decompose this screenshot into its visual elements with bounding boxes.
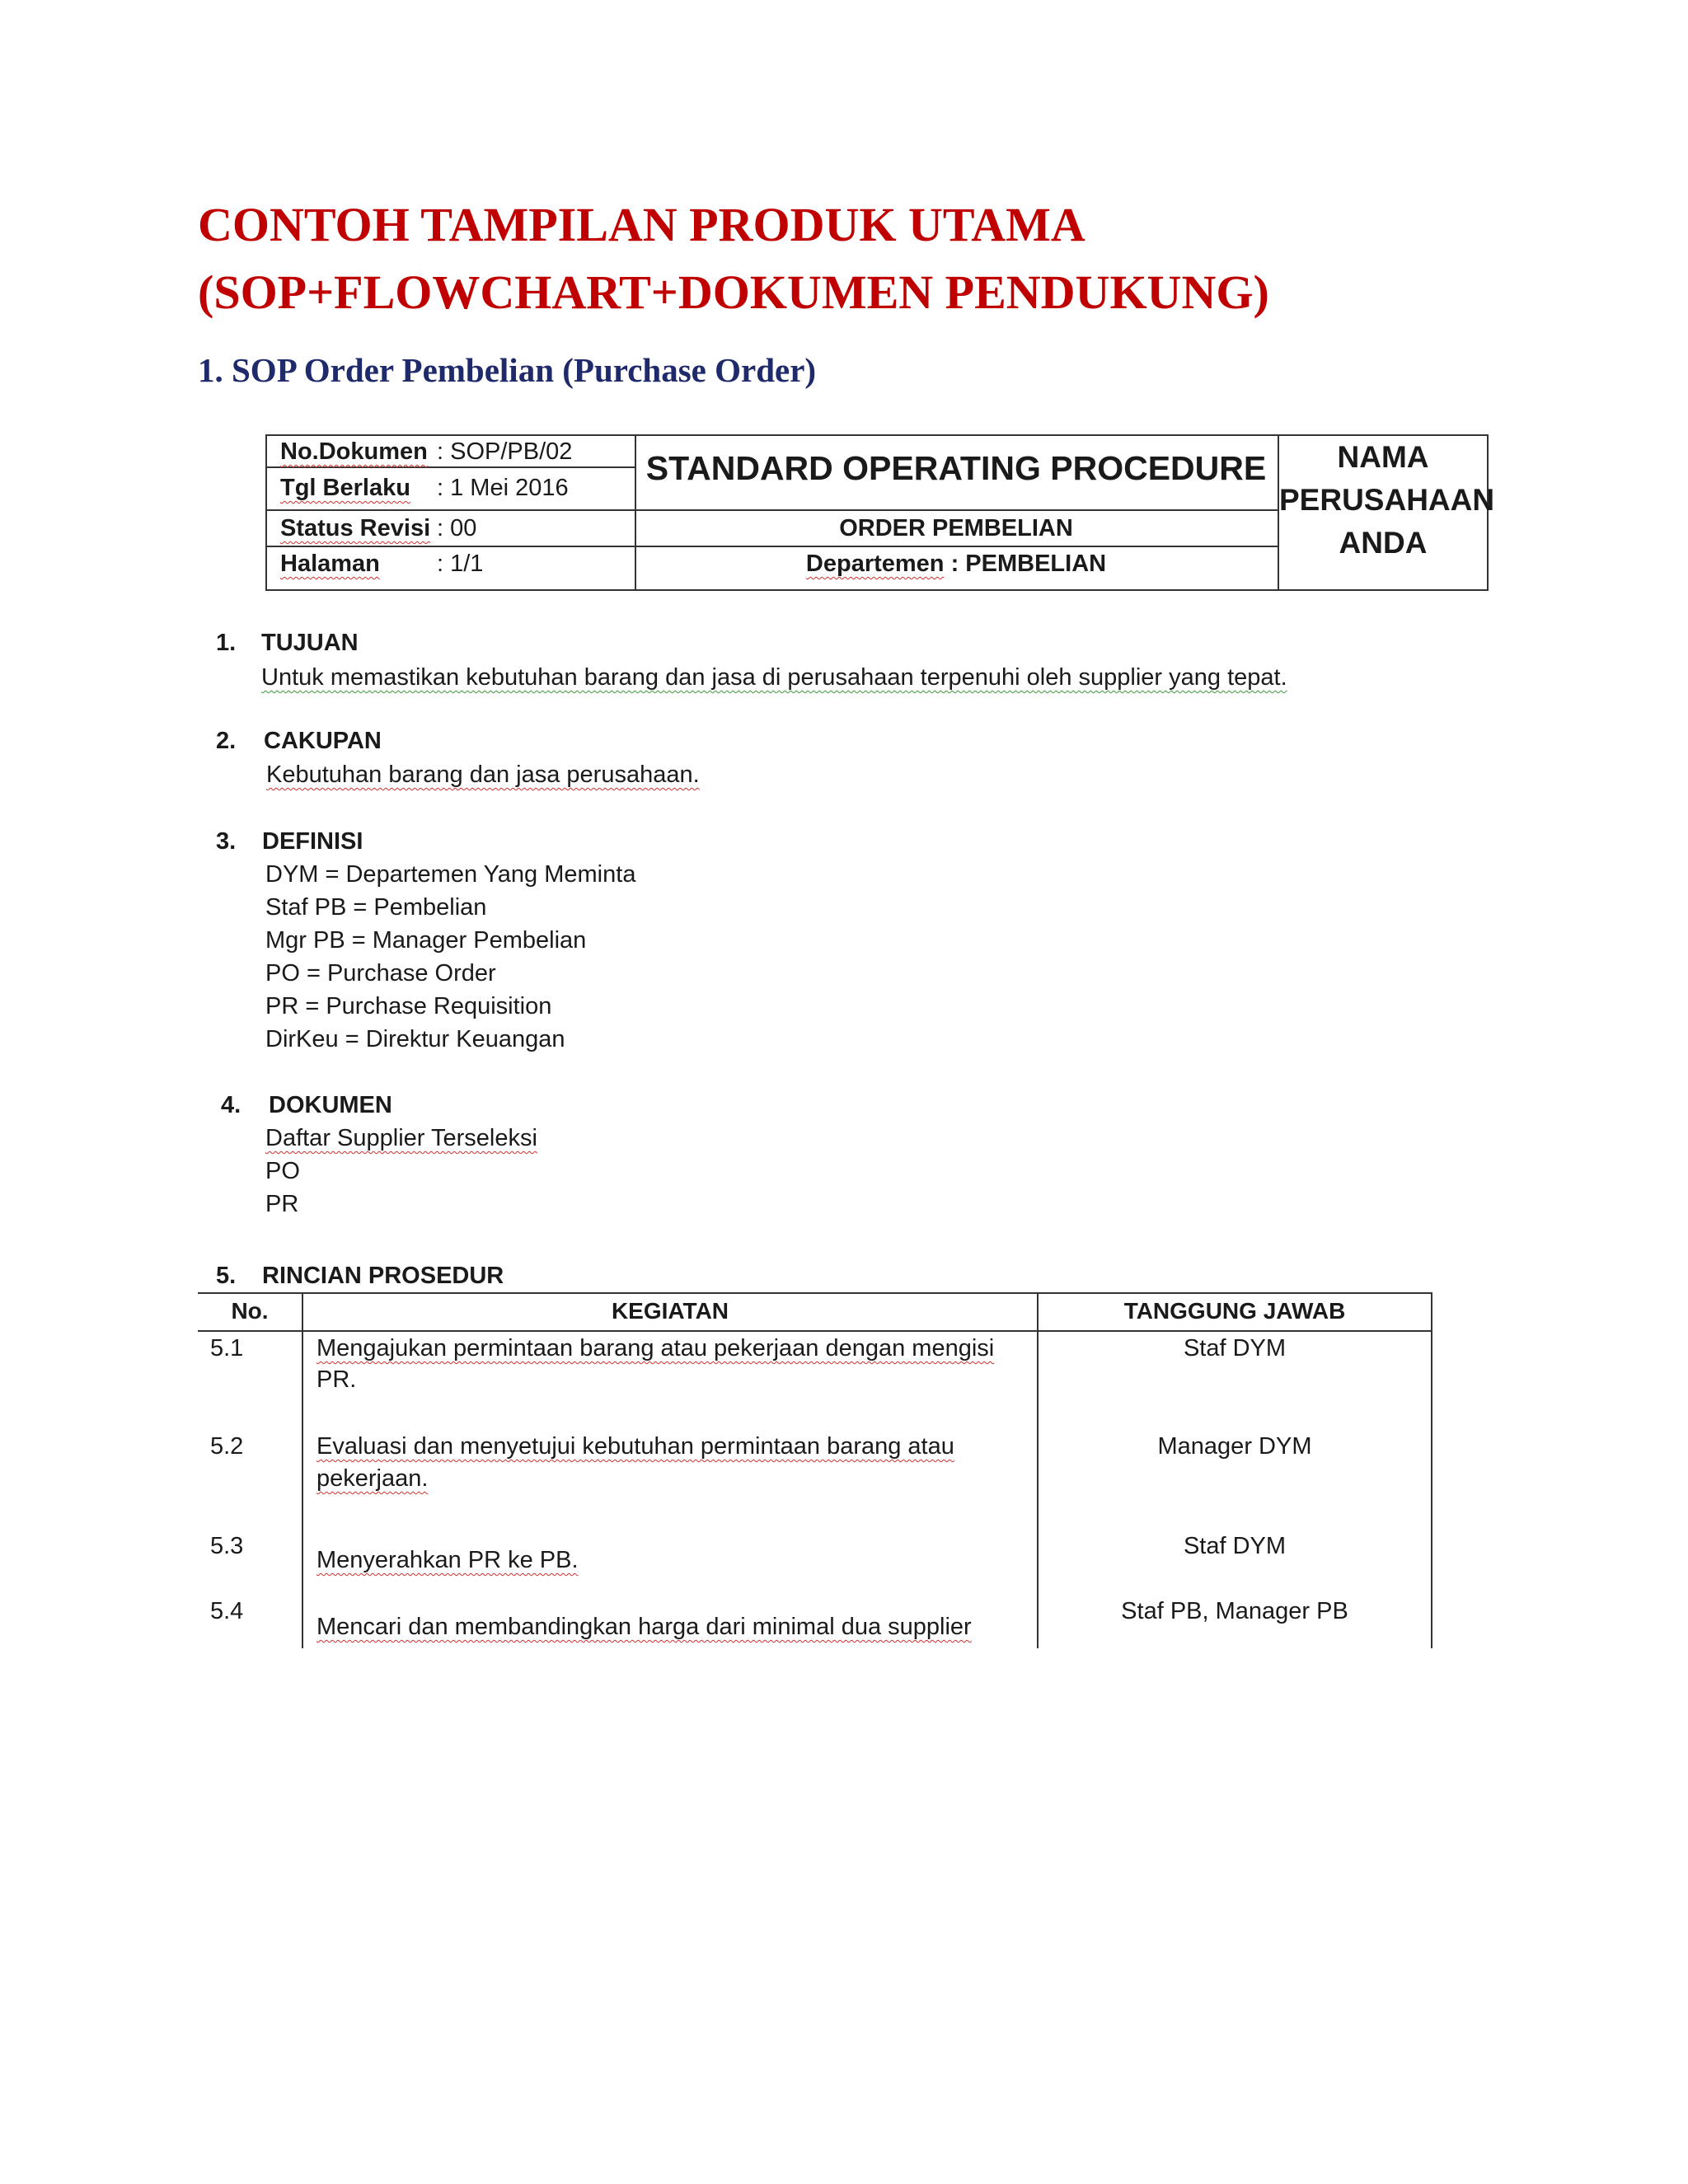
definition-item: DirKeu = Direktur Keuangan [265, 1026, 565, 1052]
title-line-1: CONTOH TAMPILAN PRODUK UTAMA [198, 198, 1085, 251]
section-3-number: 3. [216, 828, 237, 855]
section-4-title: DOKUMEN [269, 1092, 392, 1118]
status-revisi-value: : 00 [437, 515, 477, 541]
sop-title-cell [635, 436, 1278, 511]
definition-item: Staf PB = Pembelian [265, 894, 487, 921]
procedure-table [198, 1292, 1432, 1648]
definition-item: PO = Purchase Order [265, 960, 496, 987]
row-tgl-berlaku [267, 468, 635, 511]
document-meta-column [267, 436, 636, 589]
row-tanggung-jawab: Staf PB, Manager PB [1121, 1598, 1348, 1624]
sop-title: STANDARD OPERATING PROCEDURE [645, 449, 1267, 487]
header-kegiatan: KEGIATAN [611, 1298, 729, 1324]
row-kegiatan: Menyerahkan PR ke PB. [316, 1547, 579, 1573]
section-5-title: RINCIAN PROSEDUR [262, 1263, 504, 1289]
table-border-top [198, 1292, 1432, 1294]
definition-item: DYM = Departemen Yang Meminta [265, 861, 636, 888]
department-cell [635, 547, 1278, 589]
document-title-column [635, 436, 1279, 589]
section-4-number: 4. [221, 1092, 241, 1118]
company-name-cell [1279, 436, 1495, 589]
row-kegiatan: Mengajukan permintaan barang atau pekerjaan dengan mengisi [316, 1335, 995, 1361]
row-halaman [267, 547, 635, 589]
row-tanggung-jawab: Manager DYM [1157, 1433, 1312, 1460]
row-status-revisi [267, 511, 635, 547]
document-item: Daftar Supplier Terseleksi [265, 1125, 537, 1151]
company-line-3: ANDA [1339, 526, 1428, 560]
section-heading: 1. SOP Order Pembelian (Purchase Order) [198, 351, 817, 389]
department-value: : PEMBELIAN [950, 551, 1107, 577]
row-number: 5.3 [210, 1533, 244, 1559]
row-kegiatan: Evaluasi dan menyetujui kebutuhan permintaan barang atau [316, 1433, 954, 1460]
department-label: Departemen [805, 551, 945, 577]
row-kegiatan: Mencari dan membandingkan harga dari minimal dua supplier [316, 1614, 972, 1640]
header-no: No. [231, 1298, 269, 1324]
halaman-value: : 1/1 [437, 551, 484, 577]
section-5-number: 5. [216, 1263, 237, 1289]
definition-item: Mgr PB = Manager Pembelian [265, 927, 587, 954]
page-title [198, 191, 1269, 326]
row-tanggung-jawab: Staf DYM [1183, 1335, 1287, 1361]
table-border-right [1431, 1292, 1432, 1648]
order-title-cell [635, 511, 1278, 547]
document-header-table [265, 434, 1495, 591]
section-1-number: 1. [216, 630, 237, 656]
section-2-number: 2. [216, 728, 237, 754]
tgl-berlaku-value: : 1 Mei 2016 [437, 475, 569, 501]
row-kegiatan-cont: pekerjaan. [316, 1465, 429, 1492]
row-no-dokumen [267, 436, 635, 468]
row-tanggung-jawab: Staf DYM [1183, 1533, 1287, 1559]
company-name [1279, 436, 1495, 565]
section-1-text: Untuk memastikan kebutuhan barang dan jasa di perusahaan terpenuhi oleh supplier yang tepat. [261, 664, 1287, 691]
section-1-title: TUJUAN [261, 630, 359, 656]
department [635, 551, 1278, 578]
status-revisi-label: Status Revisi [280, 515, 431, 541]
definition-item: PR = Purchase Requisition [265, 993, 552, 1019]
header-tanggung-jawab: TANGGUNG JAWAB [1123, 1298, 1346, 1324]
section-2-text: Kebutuhan barang dan jasa perusahaan. [266, 762, 700, 788]
no-dokumen-value: : SOP/PB/02 [437, 438, 573, 465]
company-line-2: PERUSAHAAN [1279, 483, 1495, 517]
order-title: ORDER PEMBELIAN [839, 515, 1073, 541]
document-item: PO [265, 1158, 300, 1184]
title-line-2: (SOP+FLOWCHART+DOKUMEN PENDUKUNG) [198, 265, 1269, 319]
company-line-1: NAMA [1337, 440, 1429, 474]
row-number: 5.4 [210, 1598, 244, 1624]
section-2-title: CAKUPAN [264, 728, 382, 754]
section-3-title: DEFINISI [262, 828, 363, 855]
row-number: 5.2 [210, 1433, 244, 1460]
halaman-label: Halaman [280, 551, 380, 577]
tgl-berlaku-label: Tgl Berlaku [280, 475, 410, 501]
document-item: PR [265, 1191, 299, 1217]
table-divider-no [302, 1292, 303, 1648]
table-header-divider [198, 1330, 1432, 1332]
row-number: 5.1 [210, 1335, 244, 1361]
row-kegiatan-cont: PR. [316, 1366, 357, 1393]
no-dokumen-label: No.Dokumen [280, 438, 428, 465]
